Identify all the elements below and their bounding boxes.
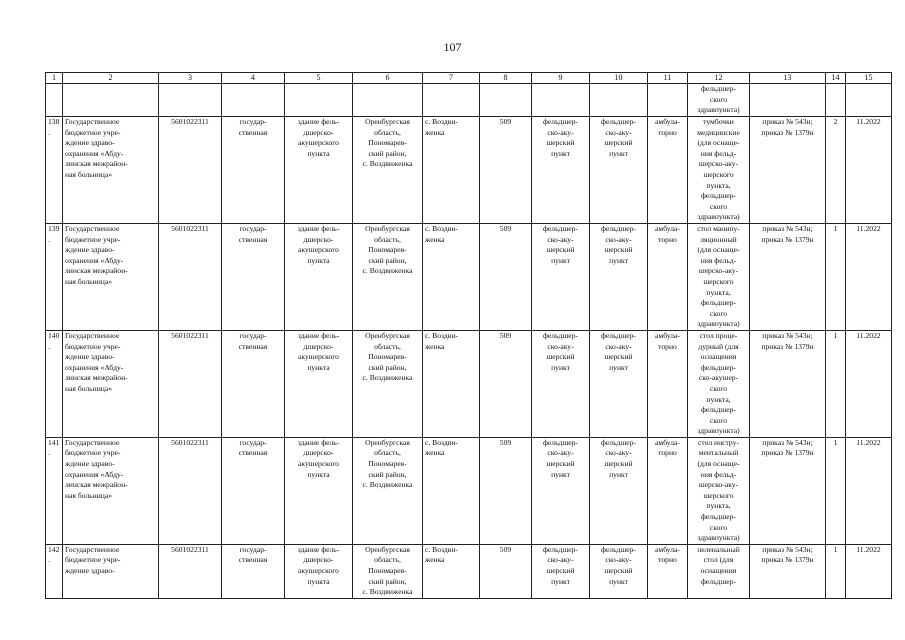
row-number-cell: 139.	[46, 224, 63, 331]
equipment-item-cell: пеленальный стол (для оснащения фельдшер-	[688, 544, 750, 598]
order-cell: приказ № 543н; приказ № 1379н	[750, 224, 826, 331]
care-type-cell: амбула- торно	[648, 330, 688, 437]
building-cell: здание фель- дшерско- акушерского пункта	[285, 117, 353, 224]
building-cell: здание фель- дшерско- акушерского пункта	[285, 224, 353, 331]
carryover-row	[46, 84, 892, 117]
unit-cell: фельдшер- ско-аку- шерский пункт	[532, 544, 590, 598]
address-cell: Оренбургская область, Пономарев- ский район, с. Воздвиженка	[353, 330, 423, 437]
address-cell: Оренбургская область, Пономарев- ский район, с. Воздвиженка	[353, 117, 423, 224]
quantity-cell: 2	[826, 117, 846, 224]
table-row	[46, 544, 892, 598]
header-cell: 11	[648, 73, 688, 84]
header-cell: 2	[63, 73, 159, 84]
row-number-cell: 138.	[46, 117, 63, 224]
ownership-cell: государ- ственная	[222, 224, 285, 331]
header-cell: 14	[826, 73, 846, 84]
header-cell: 9	[532, 73, 590, 84]
unit-cell: фельдшер- ско-аку- шерский пункт	[532, 117, 590, 224]
carryover-item-cell: фельдшер- ского здравпункта)	[688, 84, 750, 117]
care-type-cell: амбула- торно	[648, 544, 688, 598]
subunit-cell: фельдшер- ско-аку- шерский пункт	[590, 224, 648, 331]
number-509-cell: 509	[480, 437, 532, 544]
address-cell: Оренбургская область, Пономарев- ский район, с. Воздвиженка	[353, 437, 423, 544]
locality-cell: с. Воздви- женка	[423, 117, 480, 224]
table-row	[46, 224, 892, 331]
quantity-cell: 1	[826, 544, 846, 598]
code-cell: 5601022311	[159, 544, 222, 598]
header-cell: 1	[46, 73, 63, 84]
equipment-item-cell: стол проце- дурный (для оснащения фельдшер- ско-акушер- ского пункта, фельдшер- ского здравпункта)	[688, 330, 750, 437]
page-number: 107	[443, 40, 462, 54]
header-cell: 8	[480, 73, 532, 84]
header-cell: 4	[222, 73, 285, 84]
header-cell: 13	[750, 73, 826, 84]
locality-cell: с. Воздви- женка	[423, 544, 480, 598]
locality-cell: с. Воздви- женка	[423, 437, 480, 544]
number-509-cell: 509	[480, 330, 532, 437]
header-cell: 5	[285, 73, 353, 84]
equipment-item-cell: стол инстру- ментальный (для оснаще- ния фельд- шерско-аку- шерского пункта, фельдшер- ского здравпункта)	[688, 437, 750, 544]
quantity-cell: 1	[826, 437, 846, 544]
equipment-item-cell: стол манипу- ляционный (для оснаще- ния фельд- шерско-аку- шерского пункта, фельдшер- ского здравпункта)	[688, 224, 750, 331]
table-row	[46, 437, 892, 544]
organization-cell: Государственное бюджетное учре- ждение здраво- охранения «Абду- линская межрайон- ная больница»	[63, 330, 159, 437]
care-type-cell: амбула- торно	[648, 117, 688, 224]
number-509-cell: 509	[480, 224, 532, 331]
number-509-cell: 509	[480, 544, 532, 598]
date-cell: 11.2022	[846, 224, 892, 331]
subunit-cell: фельдшер- ско-аку- шерский пункт	[590, 544, 648, 598]
header-cell: 7	[423, 73, 480, 84]
building-cell: здание фель- дшерско- акушерского пункта	[285, 544, 353, 598]
row-number-cell: 141.	[46, 437, 63, 544]
subunit-cell: фельдшер- ско-аку- шерский пункт	[590, 330, 648, 437]
row-number-cell: 142.	[46, 544, 63, 598]
organization-cell: Государственное бюджетное учре- ждение здраво-	[63, 544, 159, 598]
organization-cell: Государственное бюджетное учре- ждение здраво- охранения «Абду- линская межрайон- ная больница»	[63, 224, 159, 331]
date-cell: 11.2022	[846, 117, 892, 224]
locality-cell: с. Воздви- женка	[423, 330, 480, 437]
address-cell: Оренбургская область, Пономарев- ский район, с. Воздвиженка	[353, 544, 423, 598]
unit-cell: фельдшер- ско-аку- шерский пункт	[532, 330, 590, 437]
building-cell: здание фель- дшерско- акушерского пункта	[285, 437, 353, 544]
quantity-cell: 1	[826, 224, 846, 331]
address-cell: Оренбургская область, Пономарев- ский район, с. Воздвиженка	[353, 224, 423, 331]
row-number-cell: 140.	[46, 330, 63, 437]
register-table	[45, 72, 892, 599]
unit-cell: фельдшер- ско-аку- шерский пункт	[532, 437, 590, 544]
building-cell: здание фель- дшерско- акушерского пункта	[285, 330, 353, 437]
care-type-cell: амбула- торно	[648, 224, 688, 331]
care-type-cell: амбула- торно	[648, 437, 688, 544]
header-cell: 10	[590, 73, 648, 84]
header-cell: 12	[688, 73, 750, 84]
ownership-cell: государ- ственная	[222, 437, 285, 544]
date-cell: 11.2022	[846, 437, 892, 544]
header-cell: 3	[159, 73, 222, 84]
equipment-item-cell: тумбочки медицинские (для оснаще- ния фельд- шерско-аку- шерского пункта, фельдшер- ского здравпункта)	[688, 117, 750, 224]
quantity-cell: 1	[826, 330, 846, 437]
locality-cell: с. Воздви- женка	[423, 224, 480, 331]
subunit-cell: фельдшер- ско-аку- шерский пункт	[590, 437, 648, 544]
order-cell: приказ № 543н; приказ № 1379н	[750, 330, 826, 437]
table-row	[46, 117, 892, 224]
number-509-cell: 509	[480, 117, 532, 224]
ownership-cell: государ- ственная	[222, 330, 285, 437]
organization-cell: Государственное бюджетное учре- ждение здраво- охранения «Абду- линская межрайон- ная больница»	[63, 117, 159, 224]
code-cell: 5601022311	[159, 224, 222, 331]
order-cell: приказ № 543н; приказ № 1379н	[750, 437, 826, 544]
header-cell: 15	[846, 73, 892, 84]
header-cell: 6	[353, 73, 423, 84]
table-row	[46, 330, 892, 437]
code-cell: 5601022311	[159, 437, 222, 544]
code-cell: 5601022311	[159, 330, 222, 437]
organization-cell: Государственное бюджетное учре- ждение здраво- охранения «Абду- линская межрайон- ная больница»	[63, 437, 159, 544]
order-cell: приказ № 543н; приказ № 1379н	[750, 544, 826, 598]
subunit-cell: фельдшер- ско-аку- шерский пункт	[590, 117, 648, 224]
code-cell: 5601022311	[159, 117, 222, 224]
date-cell: 11.2022	[846, 330, 892, 437]
header-row	[46, 73, 892, 84]
date-cell: 11.2022	[846, 544, 892, 598]
ownership-cell: государ- ственная	[222, 544, 285, 598]
unit-cell: фельдшер- ско-аку- шерский пункт	[532, 224, 590, 331]
ownership-cell: государ- ственная	[222, 117, 285, 224]
order-cell: приказ № 543н; приказ № 1379н	[750, 117, 826, 224]
